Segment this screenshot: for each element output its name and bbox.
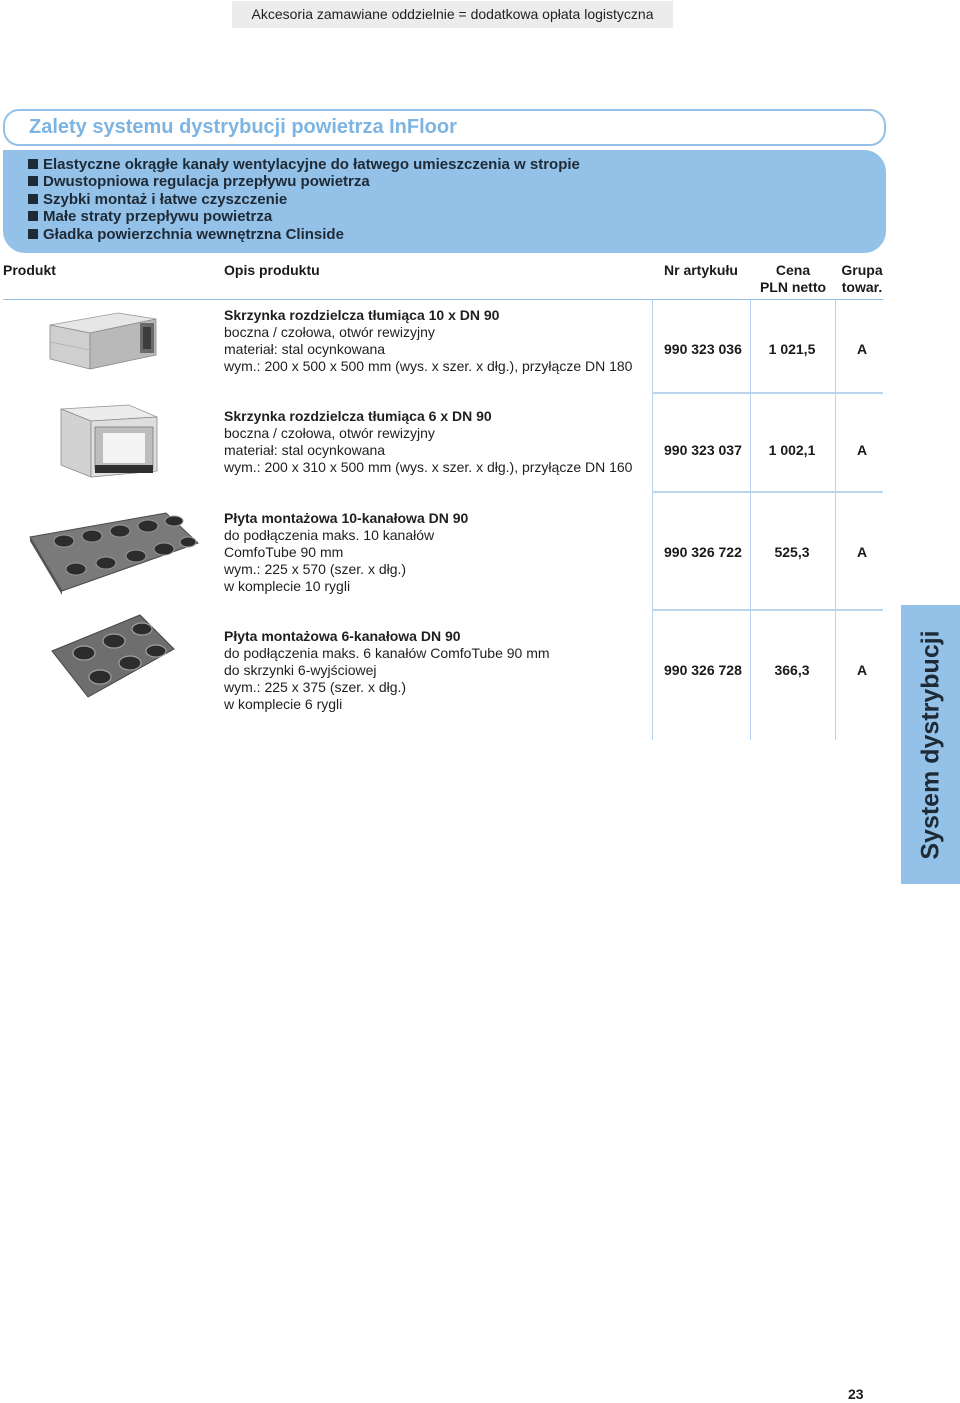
product-line: materiał: stal ocynkowana bbox=[224, 442, 386, 458]
bullet-square-icon bbox=[28, 211, 38, 221]
product-line: do skrzynki 6-wyjściowej bbox=[224, 662, 377, 678]
side-section-tab bbox=[901, 605, 960, 884]
article-number: 990 326 728 bbox=[664, 662, 742, 678]
benefit-text: Szybki montaż i łatwe czyszczenie bbox=[43, 190, 288, 208]
product-line: do podłączenia maks. 10 kanałów bbox=[224, 527, 435, 543]
article-number: 990 326 722 bbox=[664, 544, 742, 560]
page-title: Zalety systemu dystrybucji powietrza InFloor bbox=[29, 116, 457, 138]
product-description bbox=[224, 307, 632, 375]
product-line: boczna / czołowa, otwór rewizyjny bbox=[224, 425, 435, 441]
product-line: materiał: stal ocynkowana bbox=[224, 341, 386, 357]
header-article: Nr artykułu bbox=[664, 262, 738, 278]
top-note-banner: Akcesoria zamawiane oddzielnie = dodatkowa opłata logistyczna bbox=[232, 1, 673, 28]
row-divider bbox=[652, 491, 883, 493]
product-description bbox=[224, 628, 550, 713]
product-line: wym.: 225 x 570 (szer. x dłg.) bbox=[224, 561, 407, 577]
product-line: wym.: 200 x 500 x 500 mm (wys. x szer. x dłg.), przyłącze DN 180 bbox=[224, 358, 633, 374]
benefit-text: Małe straty przepływu powietrza bbox=[43, 208, 273, 226]
benefit-text: Dwustopniowa regulacja przepływu powietrza bbox=[43, 173, 370, 191]
product-group: A bbox=[856, 544, 868, 560]
product-name: Skrzynka rozdzielcza tłumiąca 6 x DN 90 bbox=[224, 408, 492, 424]
article-number: 990 323 037 bbox=[664, 442, 742, 458]
row-divider bbox=[652, 609, 883, 611]
header-product: Produkt bbox=[3, 262, 56, 278]
mounting-plate-6-image bbox=[48, 611, 178, 701]
page-number: 23 bbox=[848, 1386, 864, 1402]
benefit-item bbox=[28, 226, 886, 243]
column-divider bbox=[750, 300, 751, 740]
title-bar bbox=[3, 109, 886, 146]
bullet-square-icon bbox=[28, 229, 38, 239]
product-description bbox=[224, 510, 468, 595]
header-divider bbox=[3, 299, 883, 300]
bullet-square-icon bbox=[28, 176, 38, 186]
distribution-box-6-image bbox=[55, 403, 165, 481]
product-line: do podłączenia maks. 6 kanałów ComfoTube 90 mm bbox=[224, 645, 550, 661]
price: 525,3 bbox=[774, 544, 810, 560]
benefit-item bbox=[28, 191, 886, 208]
header-price-line-1: Cena bbox=[775, 262, 811, 278]
bullet-square-icon bbox=[28, 159, 38, 169]
price: 1 021,5 bbox=[768, 341, 816, 357]
product-line: wym.: 200 x 310 x 500 mm (wys. x szer. x dłg.), przyłącze DN 160 bbox=[224, 459, 633, 475]
product-name: Skrzynka rozdzielcza tłumiąca 10 x DN 90 bbox=[224, 307, 500, 323]
row-divider bbox=[652, 392, 883, 394]
product-line: ComfoTube 90 mm bbox=[224, 544, 344, 560]
product-group: A bbox=[856, 341, 868, 357]
product-group: A bbox=[856, 662, 868, 678]
product-group: A bbox=[856, 442, 868, 458]
benefits-box bbox=[3, 150, 886, 253]
header-description: Opis produktu bbox=[224, 262, 320, 278]
benefit-text: Elastyczne okrągłe kanały wentylacyjne do łatwego umieszczenia w stropie bbox=[43, 156, 580, 173]
mounting-plate-10-image bbox=[26, 509, 202, 595]
column-divider bbox=[835, 300, 836, 740]
header-price-line-2: PLN netto bbox=[759, 279, 827, 295]
product-description bbox=[224, 408, 632, 476]
article-number: 990 323 036 bbox=[664, 341, 742, 357]
header-group-line-2: towar. bbox=[841, 279, 883, 295]
side-section-label: System dystrybucji bbox=[916, 629, 944, 860]
product-line: wym.: 225 x 375 (szer. x dłg.) bbox=[224, 679, 407, 695]
bullet-square-icon bbox=[28, 194, 38, 204]
header-price bbox=[757, 262, 829, 296]
product-line: w komplecie 6 rygli bbox=[224, 696, 343, 712]
benefit-item bbox=[28, 173, 886, 190]
product-name: Płyta montażowa 10-kanałowa DN 90 bbox=[224, 510, 469, 526]
benefit-item bbox=[28, 156, 886, 173]
benefit-text: Gładka powierzchnia wewnętrzna Clinside bbox=[43, 225, 344, 243]
benefit-item bbox=[28, 208, 886, 225]
product-line: boczna / czołowa, otwór rewizyjny bbox=[224, 324, 435, 340]
header-group bbox=[838, 262, 886, 296]
price: 366,3 bbox=[774, 662, 810, 678]
price: 1 002,1 bbox=[768, 442, 816, 458]
product-line: w komplecie 10 rygli bbox=[224, 578, 351, 594]
header-group-line-1: Grupa bbox=[841, 262, 883, 278]
distribution-box-10-image bbox=[44, 305, 164, 375]
product-name: Płyta montażowa 6-kanałowa DN 90 bbox=[224, 628, 461, 644]
column-divider bbox=[652, 300, 653, 740]
